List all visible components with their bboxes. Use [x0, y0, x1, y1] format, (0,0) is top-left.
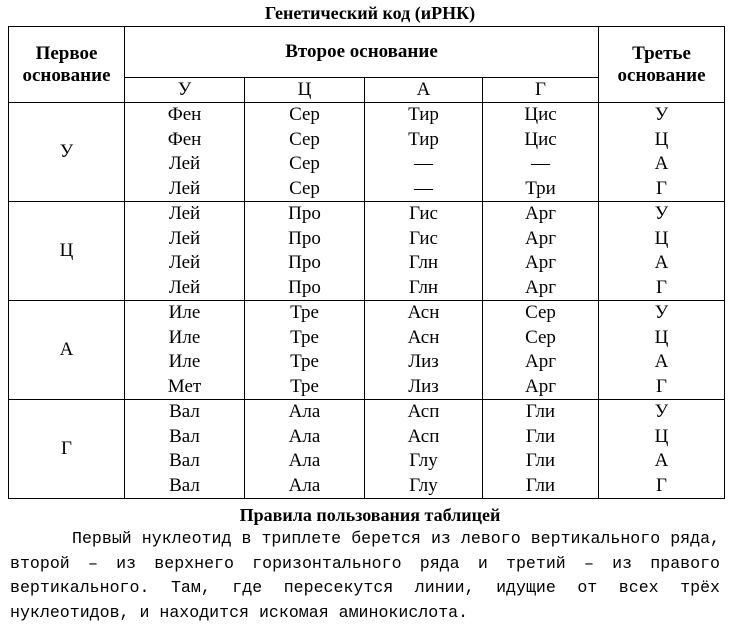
amino-acid: Про: [288, 227, 321, 249]
amino-acid: Вал: [169, 425, 200, 447]
amino-acid: —: [414, 153, 433, 174]
first-base-cell: У: [9, 103, 125, 202]
amino-acid: Про: [288, 252, 321, 273]
third-base: Г: [656, 474, 667, 496]
rules-title: Правила пользования таблицей: [239, 505, 501, 525]
amino-acid: Арг: [525, 375, 557, 397]
amino-acid: Вал: [169, 450, 200, 471]
amino-acid-column-cell: [125, 202, 245, 301]
amino-acid: Три: [525, 177, 556, 199]
amino-acid: Вал: [169, 474, 200, 496]
amino-acid: Иле: [168, 302, 201, 323]
amino-acid: Вал: [169, 401, 200, 422]
amino-acid: Гли: [525, 474, 556, 496]
amino-acid: Сер: [289, 104, 320, 125]
amino-acid-column-cell: [125, 103, 245, 202]
third-base: А: [654, 153, 669, 174]
amino-acid-column-cell: [245, 103, 365, 202]
amino-acid-column-cell: [125, 400, 245, 499]
third-base-cell: [599, 103, 725, 202]
amino-acid: Мет: [167, 375, 202, 397]
third-base: У: [654, 401, 669, 422]
amino-acid: Глн: [408, 252, 439, 273]
amino-acid: Лей: [168, 276, 201, 298]
genetic-code-table: [8, 26, 725, 499]
third-base: Г: [656, 276, 667, 298]
first-base-cell: Г: [9, 400, 125, 499]
amino-acid-column-cell: [245, 202, 365, 301]
first-base-cell: Ц: [9, 202, 125, 301]
amino-acid: Фен: [167, 128, 202, 150]
amino-acid: Асн: [407, 302, 440, 323]
amino-acid: Иле: [168, 351, 201, 372]
second-base-header: Второе основание: [125, 27, 599, 78]
amino-acid: Арг: [525, 227, 557, 249]
amino-acid: Цис: [524, 128, 557, 150]
amino-acid-column-cell: [365, 202, 483, 301]
amino-acid: Арг: [525, 203, 557, 224]
amino-acid-column-cell: [365, 400, 483, 499]
amino-acid: Тре: [290, 302, 319, 323]
amino-acid: Лей: [168, 177, 201, 199]
amino-acid: Ала: [288, 450, 321, 471]
amino-acid: Про: [288, 203, 321, 224]
third-base: У: [654, 203, 669, 224]
amino-acid: Лиз: [408, 375, 439, 397]
amino-acid: Сер: [289, 177, 320, 199]
amino-acid-column-cell: [365, 103, 483, 202]
amino-acid-column-cell: [483, 103, 599, 202]
amino-acid: Арг: [525, 252, 557, 273]
table-title: Генетический код (иРНК): [264, 3, 476, 23]
second-base-u: У: [125, 78, 245, 103]
amino-acid: Сер: [289, 128, 320, 150]
third-base: А: [654, 252, 669, 273]
amino-acid-column-cell: [483, 400, 599, 499]
amino-acid: Глу: [409, 474, 438, 496]
amino-acid: Ала: [288, 425, 321, 447]
amino-acid: Фен: [167, 104, 202, 125]
amino-acid: Тир: [408, 104, 439, 125]
amino-acid-column-cell: [245, 301, 365, 400]
third-base-cell: [599, 202, 725, 301]
third-base: У: [654, 104, 669, 125]
amino-acid: Сер: [525, 326, 556, 348]
amino-acid: Асн: [407, 326, 440, 348]
third-base: Ц: [654, 128, 669, 150]
third-base: Г: [656, 177, 667, 199]
amino-acid: Глу: [409, 450, 438, 471]
amino-acid: Гли: [525, 401, 556, 422]
amino-acid-column-cell: [245, 400, 365, 499]
amino-acid: Тре: [290, 351, 319, 372]
amino-acid: Лей: [168, 203, 201, 224]
amino-acid: Ала: [288, 401, 321, 422]
amino-acid: Гис: [409, 203, 438, 224]
amino-acid: Ала: [288, 474, 321, 496]
amino-acid: Сер: [525, 302, 556, 323]
third-base-cell: [599, 400, 725, 499]
amino-acid-column-cell: [365, 301, 483, 400]
third-base: А: [654, 351, 669, 372]
amino-acid: Гли: [525, 425, 556, 447]
amino-acid: —: [414, 177, 433, 199]
third-base-header: Третье основание: [599, 27, 725, 103]
third-base: Ц: [654, 425, 669, 447]
amino-acid: Гли: [525, 450, 556, 471]
codon-group-row: [9, 103, 725, 202]
amino-acid: Асп: [407, 401, 440, 422]
amino-acid: Арг: [525, 351, 557, 372]
third-base: Г: [656, 375, 667, 397]
third-base: Ц: [654, 227, 669, 249]
amino-acid-column-cell: [125, 301, 245, 400]
second-base-a: А: [365, 78, 483, 103]
amino-acid-column-cell: [483, 301, 599, 400]
amino-acid: Тре: [290, 326, 319, 348]
third-base: Ц: [654, 326, 669, 348]
first-base-header: Первое основание: [9, 27, 125, 103]
codon-group-row: [9, 400, 725, 499]
amino-acid: Тир: [408, 128, 439, 150]
amino-acid: Глн: [408, 276, 439, 298]
first-base-cell: А: [9, 301, 125, 400]
amino-acid: Про: [288, 276, 321, 298]
codon-group-row: [9, 202, 725, 301]
rules-text: [10, 527, 720, 625]
amino-acid: Асп: [407, 425, 440, 447]
amino-acid: Иле: [168, 326, 201, 348]
second-base-g: Г: [483, 78, 599, 103]
rules-paragraph: Первый нуклеотид в триплете берется из левого вертикального ряда, второй – из верхнего горизонтального ряда и третий – из правого вертикального. Там, где пересекутся линии, идущие от всех трёх нуклеотидов, и находится искомая аминокислота.: [10, 529, 720, 622]
third-base: У: [654, 302, 669, 323]
amino-acid: Гис: [409, 227, 438, 249]
amino-acid: Тре: [290, 375, 319, 397]
amino-acid: Лей: [168, 252, 201, 273]
codon-group-row: [9, 301, 725, 400]
amino-acid: Сер: [289, 153, 320, 174]
amino-acid: Арг: [525, 276, 557, 298]
third-base: А: [654, 450, 669, 471]
amino-acid-column-cell: [483, 202, 599, 301]
amino-acid: —: [531, 153, 550, 174]
second-base-c: Ц: [245, 78, 365, 103]
amino-acid: Цис: [524, 104, 557, 125]
amino-acid: Лиз: [408, 351, 439, 372]
amino-acid: Лей: [168, 227, 201, 249]
amino-acid: Лей: [168, 153, 201, 174]
third-base-cell: [599, 301, 725, 400]
